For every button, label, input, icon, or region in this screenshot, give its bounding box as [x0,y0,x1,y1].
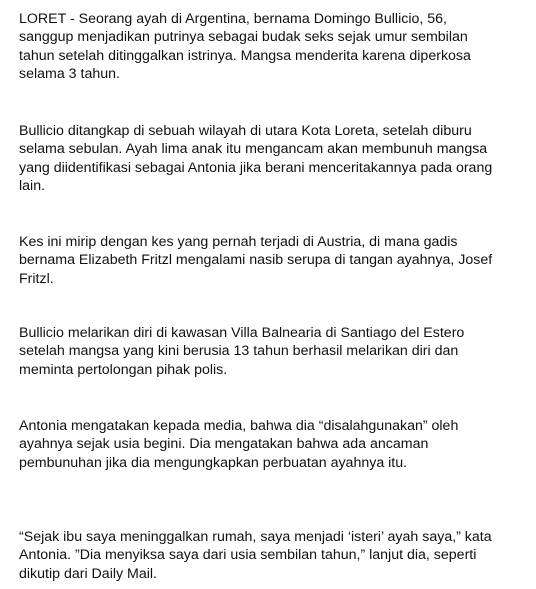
text-line: Kes ini mirip dengan kes yang pernah terjadi di Austria, di mana gadis [19,234,458,250]
text-line: bernama Elizabeth Fritzl mengalami nasib serupa di tangan ayahnya, Josef [19,252,493,269]
text-line: pembunuhan jika dia mengungkapkan perbuatan ayahnya itu. [19,454,408,471]
text-line: Bullicio ditangkap di sebuah wilayah di utara Kota Loreta, setelah diburu [19,123,472,139]
text-line: yang diidentifikasi sebagai Antonia jika berani menceritakannya pada orang [19,159,493,176]
paragraph-4 [19,324,529,379]
text-line: Fritzl. [19,270,54,287]
paragraph-1 [19,10,529,84]
text-line: Antonia. ”Dia menyiksa saya dari usia sembilan tahun,” lanjut dia, seperti [19,547,477,564]
text-line: tahun setelah ditinggalkan istrinya. Mangsa menderita karena diperkosa [19,47,471,64]
text-line: Antonia mengatakan kepada media, bahwa dia “disalahgunakan” oleh [19,418,459,434]
text-line: dikutip dari Daily Mail. [19,565,157,582]
paragraph-6 [19,528,529,583]
paragraph-2 [19,122,529,196]
text-line: selama 3 tahun. [19,66,120,83]
text-line: ayahnya sejak usia begini. Dia mengatakan bahwa ada ancaman [19,436,429,453]
text-line: LORET - Seorang ayah di Argentina, bernama Domingo Bullicio, 56, [19,11,447,27]
text-line: meminta pertolongan pihak polis. [19,361,228,378]
text-line: Bullicio melarikan diri di kawasan Villa Balnearia di Santiago del Estero [19,325,465,341]
text-line: selama sebulan. Ayah lima anak itu mengancam akan membunuh mangsa [19,141,488,158]
text-line: “Sejak ibu saya meninggalkan rumah, saya menjadi ‘isteri’ ayah saya,” kata [19,529,492,545]
paragraph-3 [19,233,529,288]
paragraph-5 [19,417,529,472]
text-line: setelah mangsa yang kini berusia 13 tahun berhasil melarikan diri dan [19,343,459,360]
text-line: lain. [19,178,46,195]
text-line: sanggup menjadikan putrinya sebagai budak seks sejak umur sembilan [19,29,468,46]
